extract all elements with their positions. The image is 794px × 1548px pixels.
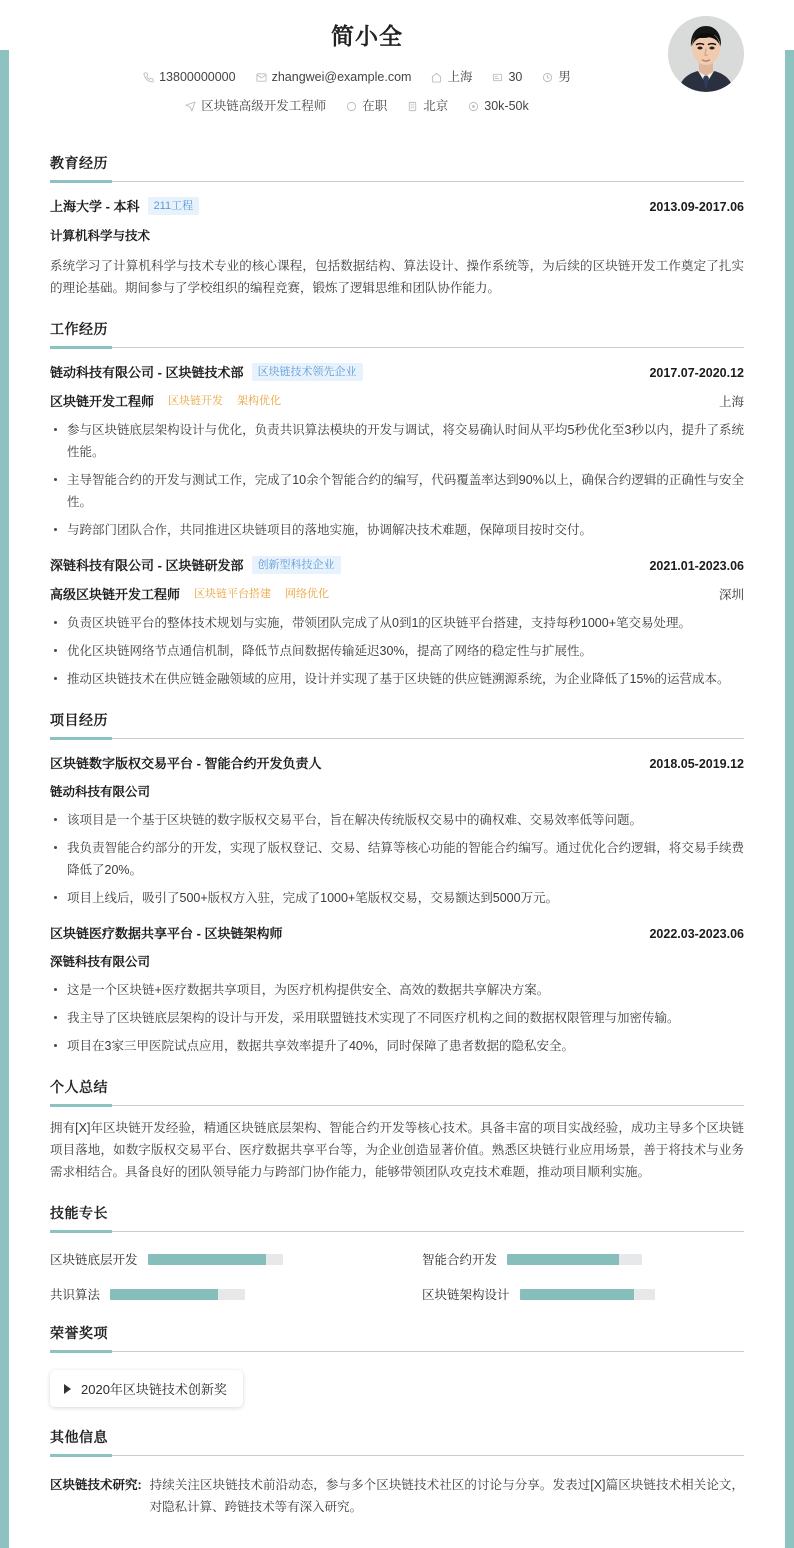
work-entry [50, 362, 744, 541]
skill-label: 共识算法 [50, 1288, 101, 1302]
project-bullet: 我主导了区块链底层架构的设计与开发，采用联盟链技术实现了不同医疗机构之间的数据权限管理与加密传输。 [50, 1007, 744, 1029]
section-education [50, 153, 744, 299]
work-role: 高级区块链开发工程师 [50, 587, 181, 602]
work-role-tag: 区块链开发 [168, 394, 224, 407]
project-bullet: 项目在3家三甲医院试点应用，数据共享效率提升了40%，同时保障了患者数据的隐私安全。 [50, 1035, 744, 1057]
skill-progress-track [148, 1254, 283, 1265]
work-bullet: 推动区块链技术在供应链金融领域的应用，设计并实现了基于区块链的供应链溯源系统，为企业降低了15%的运营成本。 [50, 668, 744, 690]
work-role-tag: 区块链平台搭建 [194, 587, 272, 600]
summary-title: 个人总结 [50, 1079, 108, 1095]
skill-progress-track [507, 1254, 642, 1265]
skill-progress-track [110, 1289, 245, 1300]
contact-city-text: 上海 [447, 70, 473, 84]
contact-phone-text: 13800000000 [159, 70, 236, 84]
work-entry-left [50, 362, 363, 381]
resume-header [50, 0, 744, 133]
education-entry [50, 196, 744, 299]
section-skills [50, 1203, 744, 1303]
candidate-name: 简小全 [331, 23, 403, 49]
projects-heading [50, 710, 744, 736]
work-entry [50, 555, 744, 690]
other-rule [50, 1455, 744, 1456]
work-location: 深圳 [718, 587, 744, 602]
contact-email [256, 67, 412, 87]
project-entry-header [50, 753, 744, 772]
work-bullets [50, 419, 744, 541]
education-entry-left [50, 196, 199, 215]
other-item [50, 1474, 744, 1518]
skill-label: 智能合约开发 [422, 1253, 498, 1267]
contact-age-text: 30 [508, 70, 523, 84]
section-projects [50, 710, 744, 1057]
salary-icon [468, 101, 479, 112]
work-title: 工作经历 [50, 321, 108, 337]
honors-rule [50, 1351, 744, 1352]
summary-heading [50, 1077, 744, 1103]
work-company-tag: 区块链技术领先企业 [252, 363, 363, 381]
honors-title: 荣誉奖项 [50, 1325, 108, 1341]
contact-target-position-text: 区块链高级开发工程师 [201, 99, 327, 113]
contact-email-text: zhangwei@example.com [271, 70, 412, 84]
project-bullet: 该项目是一个基于区块链的数字版权交易平台，旨在解决传统版权交易中的确权难、交易效率低等问题。 [50, 809, 744, 831]
contact-line-2 [50, 96, 664, 116]
left-accent-bar [0, 50, 9, 1548]
work-heading [50, 319, 744, 345]
project-entry-left [50, 753, 322, 772]
project-bullet: 项目上线后，吸引了500+版权方入驻，完成了1000+笔版权交易，交易额达到5000万元。 [50, 887, 744, 909]
contact-age [492, 67, 522, 87]
skill-item [422, 1285, 744, 1303]
skill-progress-track [520, 1289, 655, 1300]
work-bullet: 优化区块链网络节点通信机制，降低节点间数据传输延迟30%，提高了网络的稳定性与扩展性。 [50, 640, 744, 662]
id-card-icon [492, 72, 503, 83]
work-role-tag: 网络优化 [285, 587, 330, 600]
project-bullets [50, 979, 744, 1057]
other-heading [50, 1427, 744, 1453]
project-company: 深链科技有限公司 [50, 955, 151, 969]
education-heading [50, 153, 744, 179]
project-bullet: 这是一个区块链+医疗数据共享项目，为医疗机构提供安全、高效的数据共享解决方案。 [50, 979, 744, 1001]
work-location: 上海 [718, 394, 744, 409]
contact-city [431, 67, 472, 87]
other-item-label: 区块链技术研究: [50, 1478, 142, 1492]
gender-icon [542, 72, 553, 83]
skill-item [50, 1285, 372, 1303]
other-item-text: 持续关注区块链技术前沿动态，参与多个区块链技术社区的讨论与分享。发表过[X]篇区块链技术相关论文，对隐私计算、跨链技术等有深入研究。 [149, 1478, 744, 1514]
contact-gender [542, 67, 571, 87]
work-date: 2017.07-2020.12 [649, 366, 744, 380]
project-entry-left [50, 923, 283, 942]
phone-icon [143, 72, 154, 83]
mail-icon [256, 72, 267, 83]
projects-title: 项目经历 [50, 712, 108, 728]
honor-label: 2020年区块链技术创新奖 [81, 1382, 227, 1397]
work-company-tag: 创新型科技企业 [252, 556, 341, 574]
honor-item[interactable] [50, 1370, 243, 1407]
skill-progress-fill [507, 1254, 619, 1265]
contact-work-city-text: 北京 [423, 99, 449, 113]
skill-item [422, 1250, 744, 1268]
send-icon [185, 101, 196, 112]
honors-heading [50, 1323, 744, 1349]
work-bullet: 负责区块链平台的整体技术规划与实施，带领团队完成了从0到1的区块链平台搭建，支持每秒1000+笔交易处理。 [50, 612, 744, 634]
contact-work-city [407, 96, 448, 116]
status-icon [346, 101, 357, 112]
skills-rule [50, 1231, 744, 1232]
skill-progress-fill [110, 1289, 218, 1300]
education-title: 教育经历 [50, 155, 108, 171]
project-company: 链动科技有限公司 [50, 785, 151, 799]
project-entry [50, 753, 744, 909]
work-role-row [50, 391, 744, 410]
section-summary [50, 1077, 744, 1183]
work-bullet: 与跨部门团队合作，共同推进区块链项目的落地实施，协调解决技术难题，保障项目按时交付。 [50, 519, 744, 541]
work-bullets [50, 612, 744, 690]
education-tag: 211工程 [148, 197, 200, 215]
work-bullet: 主导智能合约的开发与测试工作，完成了10余个智能合约的编写，代码覆盖率达到90%以上，确保合约逻辑的正确性与安全性。 [50, 469, 744, 513]
contact-salary [468, 96, 528, 116]
work-entry-left [50, 555, 341, 574]
skill-item [50, 1250, 372, 1268]
avatar [668, 16, 744, 92]
skills-heading [50, 1203, 744, 1229]
contact-salary-text: 30k-50k [484, 99, 529, 113]
home-icon [431, 72, 442, 83]
project-bullet: 我负责智能合约部分的开发，实现了版权登记、交易、结算等核心功能的智能合约编写。通过优化合约逻辑，将交易手续费降低了20%。 [50, 837, 744, 881]
education-major: 计算机科学与技术 [50, 229, 151, 243]
project-name: 区块链数字版权交易平台 - 智能合约开发负责人 [50, 756, 322, 771]
education-entry-header [50, 196, 744, 215]
contact-job-status [346, 96, 387, 116]
work-date: 2021.01-2023.06 [649, 559, 744, 573]
work-entry-header [50, 555, 744, 574]
work-company: 深链科技有限公司 - 区块链研发部 [50, 558, 244, 573]
summary-text: 拥有[X]年区块链开发经验，精通区块链底层架构、智能合约开发等核心技术。具备丰富的项目实战经验，成功主导多个区块链项目落地，如数字版权交易平台、医疗数据共享平台等，为企业创造显著价值。熟悉区块链行业应用场景，善于将技术与业务需求相结合。具备良好的团队领导能力与跨部门协作能力，能够带领团队攻克技术难题，推动项目顺利实施。 [50, 1121, 744, 1179]
contact-phone [143, 67, 235, 87]
work-role-left [50, 391, 281, 410]
contact-info [50, 67, 744, 116]
work-role-tag: 架构优化 [237, 394, 282, 407]
project-bullets [50, 809, 744, 909]
contact-target-position [185, 96, 326, 116]
section-work [50, 319, 744, 690]
contact-job-status-text: 在职 [362, 99, 388, 113]
work-bullet: 参与区块链底层架构设计与优化，负责共识算法模块的开发与调试，将交易确认时间从平均5秒优化至3秒以内，提升了系统性能。 [50, 419, 744, 463]
building-icon [407, 101, 418, 112]
project-name: 区块链医疗数据共享平台 - 区块链架构师 [50, 926, 283, 941]
section-honors [50, 1323, 744, 1407]
section-other [50, 1427, 744, 1518]
skill-progress-fill [148, 1254, 267, 1265]
work-role: 区块链开发工程师 [50, 394, 155, 409]
work-role-left [50, 584, 329, 603]
education-date: 2013.09-2017.06 [649, 200, 744, 214]
right-accent-bar [785, 50, 794, 1548]
contact-line-1 [50, 67, 664, 87]
project-date: 2018.05-2019.12 [649, 757, 744, 771]
skills-grid [50, 1250, 744, 1303]
education-rule [50, 181, 744, 182]
caret-right-icon[interactable] [64, 1384, 71, 1394]
skill-label: 区块链架构设计 [422, 1288, 510, 1302]
summary-rule [50, 1105, 744, 1106]
project-date: 2022.03-2023.06 [649, 927, 744, 941]
skill-label: 区块链底层开发 [50, 1253, 138, 1267]
project-entry [50, 923, 744, 1057]
other-title: 其他信息 [50, 1429, 108, 1445]
projects-rule [50, 738, 744, 739]
education-description: 系统学习了计算机科学与技术专业的核心课程，包括数据结构、算法设计、操作系统等，为后续的区块链开发工作奠定了扎实的理论基础。期间参与了学校组织的编程竞赛，锻炼了逻辑思维和团队协作能力。 [50, 259, 744, 295]
work-entry-header [50, 362, 744, 381]
contact-gender-text: 男 [558, 70, 571, 84]
work-role-row [50, 584, 744, 603]
skills-title: 技能专长 [50, 1205, 108, 1221]
work-rule [50, 347, 744, 348]
project-entry-header [50, 923, 744, 942]
skill-progress-fill [520, 1289, 635, 1300]
work-company: 链动科技有限公司 - 区块链技术部 [50, 365, 244, 380]
education-school: 上海大学 - 本科 [50, 199, 140, 214]
